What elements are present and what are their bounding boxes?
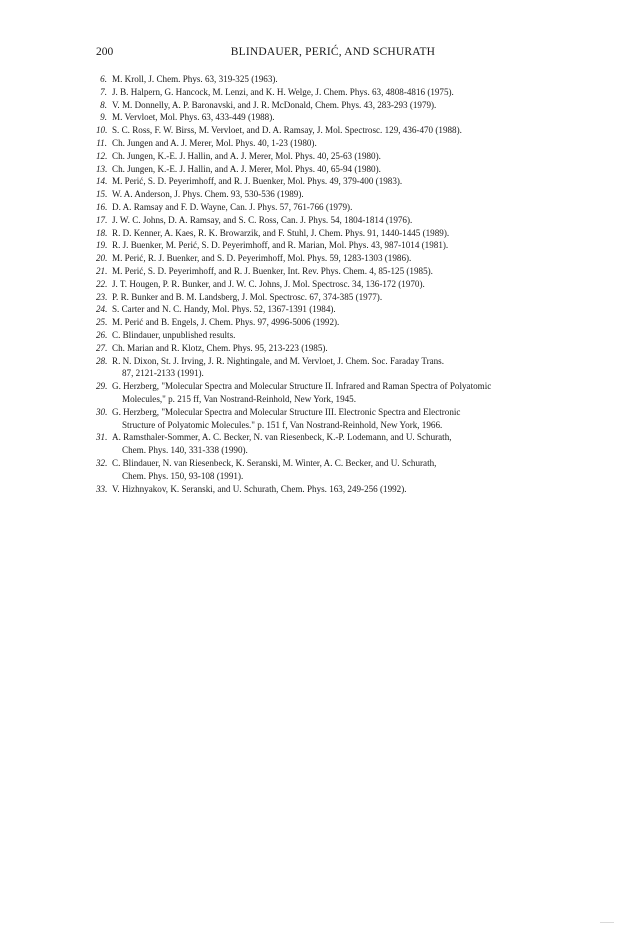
reference-text: M. Perić, R. J. Buenker, and S. D. Peyerimhoff, Mol. Phys. 59, 1283-1303 (1986). [112, 253, 412, 264]
reference-number: 7. [100, 86, 107, 97]
reference-item [96, 124, 574, 137]
reference-number: 22. [96, 278, 108, 289]
reference-text: V. M. Donnelly, A. P. Baronavski, and J. R. McDonald, Chem. Phys. 43, 283-293 (1979). [112, 99, 437, 110]
reference-number: 32. [96, 457, 108, 468]
reference-item [96, 214, 574, 227]
reference-number: 26. [96, 329, 108, 340]
reference-text: Molecules," p. 215 ff, Van Nostrand-Reinhold, New York, 1945. [122, 393, 356, 404]
reference-text: Structure of Polyatomic Molecules." p. 151 f, Van Nostrand-Reinhold, New York, 1966. [122, 419, 443, 430]
reference-text: S. C. Ross, F. W. Birss, M. Vervloet, and D. A. Ramsay, J. Mol. Spectrosc. 129, 436-470 (1988). [112, 125, 462, 136]
reference-text: M. Perić, S. D. Peyerimhoff, and R. J. Buenker, Int. Rev. Phys. Chem. 4, 85-125 (1985). [112, 265, 433, 276]
reference-text: W. A. Anderson, J. Phys. Chem. 93, 530-536 (1989). [112, 189, 304, 200]
reference-item [96, 239, 574, 252]
reference-item [96, 265, 574, 278]
reference-list [96, 73, 574, 495]
reference-number: 11. [96, 137, 107, 148]
reference-text: R. N. Dixon, St. J. Irving, J. R. Nightingale, and M. Vervloet, J. Chem. Soc. Faraday Trans. [112, 355, 444, 366]
reference-number: 21. [96, 265, 108, 276]
reference-text: A. Ramsthaler-Sommer, A. C. Becker, N. van Riesenbeck, K.-P. Lodemann, and U. Schurath, [112, 432, 452, 443]
reference-text: 87, 2121-2133 (1991). [122, 368, 204, 379]
reference-text: V. Hizhnyakov, K. Seranski, and U. Schurath, Chem. Phys. 163, 249-256 (1992). [112, 483, 407, 494]
reference-item [96, 316, 574, 329]
reference-item [96, 252, 574, 265]
reference-text: Ch. Jungen and A. J. Merer, Mol. Phys. 40, 1-23 (1980). [112, 137, 317, 148]
reference-text: Chem. Phys. 140, 331-338 (1990). [122, 445, 248, 456]
reference-item [96, 483, 574, 496]
reference-item [96, 457, 574, 483]
reference-text: R. D. Kenner, A. Kaes, R. K. Browarzik, and F. Stuhl, J. Chem. Phys. 91, 1440-1445 (1989). [112, 227, 450, 238]
reference-item [96, 329, 574, 342]
reference-text: D. A. Ramsay and F. D. Wayne, Can. J. Phys. 57, 761-766 (1979). [112, 201, 353, 212]
reference-number: 14. [96, 176, 108, 187]
reference-text: J. B. Halpern, G. Hancock, M. Lenzi, and K. H. Welge, J. Chem. Phys. 63, 4808-4816 (1975). [112, 86, 454, 97]
reference-item [96, 188, 574, 201]
reference-number: 33. [96, 483, 108, 494]
reference-item [96, 175, 574, 188]
reference-text: M. Perić, S. D. Peyerimhoff, and R. J. Buenker, Mol. Phys. 49, 379-400 (1983). [112, 176, 403, 187]
page-header [96, 46, 570, 60]
reference-item [96, 137, 574, 150]
reference-text: Ch. Jungen, K.-E. J. Hallin, and A. J. Merer, Mol. Phys. 40, 25-63 (1980). [112, 150, 381, 161]
reference-item [96, 86, 574, 99]
reference-number: 19. [96, 240, 108, 251]
reference-text: M. Vervloet, Mol. Phys. 63, 433-449 (1988). [112, 112, 275, 123]
reference-number: 27. [96, 342, 108, 353]
reference-item [96, 303, 574, 316]
page-number: 200 [96, 46, 114, 58]
reference-text: Ch. Jungen, K.-E. J. Hallin, and A. J. Merer, Mol. Phys. 40, 65-94 (1980). [112, 163, 381, 174]
reference-text: J. T. Hougen, P. R. Bunker, and J. W. C. Johns, J. Mol. Spectrosc. 34, 136-172 (1970). [112, 278, 425, 289]
reference-number: 16. [96, 201, 108, 212]
reference-item [96, 380, 574, 406]
footer-mark [600, 922, 614, 923]
reference-text: M. Kroll, J. Chem. Phys. 63, 319-325 (1963). [112, 74, 278, 84]
reference-item [96, 278, 574, 291]
reference-text: C. Blindauer, N. van Riesenbeck, K. Seranski, M. Winter, A. C. Becker, and U. Schurath, [112, 457, 437, 468]
reference-number: 9. [100, 112, 107, 123]
reference-item [96, 355, 574, 381]
reference-number: 6. [100, 74, 107, 84]
reference-item [96, 111, 574, 124]
reference-item [96, 99, 574, 112]
reference-number: 12. [96, 150, 108, 161]
reference-number: 13. [96, 163, 108, 174]
reference-item [96, 163, 574, 176]
reference-text: Chem. Phys. 150, 93-108 (1991). [122, 470, 244, 481]
reference-text: G. Herzberg, "Molecular Spectra and Molecular Structure II. Infrared and Raman Spectra of Polyatomic [112, 381, 492, 392]
reference-number: 24. [96, 304, 108, 315]
reference-text: R. J. Buenker, M. Perić, S. D. Peyerimhoff, and R. Marian, Mol. Phys. 43, 987-1014 (1981). [112, 240, 449, 251]
reference-number: 17. [96, 214, 108, 225]
reference-item [96, 431, 574, 457]
reference-number: 31. [96, 432, 108, 443]
reference-item [96, 73, 574, 86]
reference-item [96, 201, 574, 214]
reference-number: 10. [96, 125, 108, 136]
reference-number: 18. [96, 227, 108, 238]
reference-text: S. Carter and N. C. Handy, Mol. Phys. 52, 1367-1391 (1984). [112, 304, 336, 315]
reference-item [96, 406, 574, 432]
reference-number: 25. [96, 317, 108, 328]
reference-number: 8. [100, 99, 107, 110]
reference-item [96, 150, 574, 163]
reference-number: 30. [96, 406, 108, 417]
reference-item [96, 227, 574, 240]
reference-text: J. W. C. Johns, D. A. Ramsay, and S. C. Ross, Can. J. Phys. 54, 1804-1814 (1976). [112, 214, 413, 225]
reference-number: 15. [96, 189, 108, 200]
reference-number: 28. [96, 355, 108, 366]
reference-number: 23. [96, 291, 108, 302]
reference-text: Ch. Marian and R. Klotz, Chem. Phys. 95, 213-223 (1985). [112, 342, 328, 353]
reference-number: 29. [96, 381, 108, 392]
reference-text: P. R. Bunker and B. M. Landsberg, J. Mol. Spectrosc. 67, 374-385 (1977). [112, 291, 383, 302]
running-head: BLINDAUER, PERIĆ, AND SCHURATH [230, 46, 436, 58]
reference-text: M. Perić and B. Engels, J. Chem. Phys. 97, 4996-5006 (1992). [112, 317, 340, 328]
reference-item [96, 291, 574, 304]
reference-text: C. Blindauer, unpublished results. [112, 329, 236, 340]
reference-number: 20. [96, 253, 108, 264]
reference-item [96, 342, 574, 355]
reference-text: G. Herzberg, "Molecular Spectra and Molecular Structure III. Electronic Spectra and Electronic [112, 406, 461, 417]
